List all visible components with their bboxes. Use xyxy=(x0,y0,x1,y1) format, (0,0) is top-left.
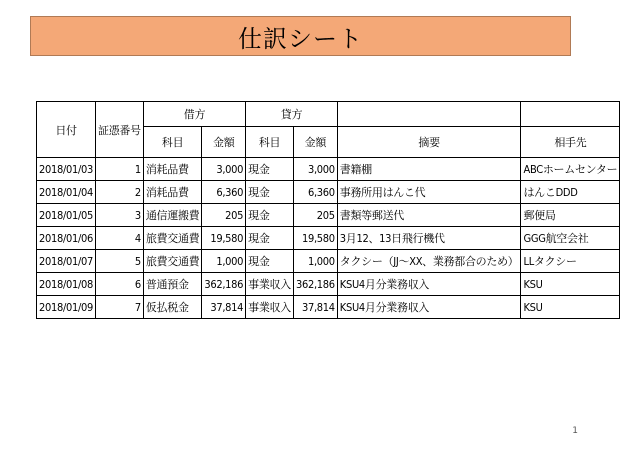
cell-voucher-number: 4 xyxy=(96,227,144,250)
cell-debit-amount: 362,186 xyxy=(202,273,246,296)
cell-credit-amount: 19,580 xyxy=(293,227,337,250)
cell-debit-account: 旅費交通費 xyxy=(143,227,202,250)
header-debit-account: 科目 xyxy=(143,127,202,158)
cell-credit-amount: 37,814 xyxy=(293,296,337,319)
header-summary: 摘要 xyxy=(337,127,521,158)
cell-date: 2018/01/08 xyxy=(37,273,96,296)
cell-summary: 書籍棚 xyxy=(337,158,521,181)
cell-credit-account: 現金 xyxy=(246,250,294,273)
cell-credit-account: 現金 xyxy=(246,227,294,250)
cell-voucher-number: 3 xyxy=(96,204,144,227)
table-row xyxy=(37,227,620,250)
cell-date: 2018/01/05 xyxy=(37,204,96,227)
cell-counterparty: ABCホームセンター xyxy=(521,158,620,181)
header-credit-account: 科目 xyxy=(246,127,294,158)
cell-summary: KSU4月分業務収入 xyxy=(337,296,521,319)
cell-date: 2018/01/03 xyxy=(37,158,96,181)
cell-credit-account: 事業収入 xyxy=(246,296,294,319)
cell-counterparty: KSU xyxy=(521,296,620,319)
cell-debit-amount: 3,000 xyxy=(202,158,246,181)
cell-counterparty: LLタクシー xyxy=(521,250,620,273)
cell-debit-amount: 19,580 xyxy=(202,227,246,250)
cell-credit-account: 現金 xyxy=(246,181,294,204)
cell-credit-amount: 1,000 xyxy=(293,250,337,273)
cell-debit-account: 通信運搬費 xyxy=(143,204,202,227)
header-blank-counterparty xyxy=(521,102,620,127)
cell-credit-amount: 205 xyxy=(293,204,337,227)
cell-counterparty: 郵便局 xyxy=(521,204,620,227)
cell-counterparty: GGG航空会社 xyxy=(521,227,620,250)
cell-voucher-number: 7 xyxy=(96,296,144,319)
header-credit: 貸方 xyxy=(246,102,338,127)
cell-summary: 3月12、13日飛行機代 xyxy=(337,227,521,250)
cell-summary: 書類等郵送代 xyxy=(337,204,521,227)
table-row xyxy=(37,250,620,273)
header-debit: 借方 xyxy=(143,102,245,127)
cell-voucher-number: 6 xyxy=(96,273,144,296)
table-row xyxy=(37,204,620,227)
cell-voucher-number: 5 xyxy=(96,250,144,273)
header-counterparty: 相手先 xyxy=(521,127,620,158)
table-row xyxy=(37,273,620,296)
cell-counterparty: KSU xyxy=(521,273,620,296)
journal-table xyxy=(36,101,620,319)
cell-date: 2018/01/07 xyxy=(37,250,96,273)
cell-debit-account: 普通預金 xyxy=(143,273,202,296)
cell-debit-amount: 37,814 xyxy=(202,296,246,319)
cell-voucher-number: 1 xyxy=(96,158,144,181)
page-number: 1 xyxy=(572,426,578,436)
cell-debit-amount: 205 xyxy=(202,204,246,227)
cell-debit-account: 消耗品費 xyxy=(143,158,202,181)
cell-credit-amount: 362,186 xyxy=(293,273,337,296)
cell-date: 2018/01/04 xyxy=(37,181,96,204)
cell-debit-amount: 1,000 xyxy=(202,250,246,273)
header-voucher-number: 証憑番号 xyxy=(96,102,144,158)
cell-debit-account: 旅費交通費 xyxy=(143,250,202,273)
sheet-title: 仕訳シート xyxy=(238,24,363,53)
cell-debit-account: 消耗品費 xyxy=(143,181,202,204)
header-date: 日付 xyxy=(37,102,96,158)
table-row xyxy=(37,181,620,204)
header-credit-amount: 金額 xyxy=(293,127,337,158)
table-row xyxy=(37,158,620,181)
cell-credit-amount: 6,360 xyxy=(293,181,337,204)
cell-date: 2018/01/09 xyxy=(37,296,96,319)
cell-credit-account: 現金 xyxy=(246,158,294,181)
sheet-title-banner xyxy=(30,16,571,56)
cell-debit-account: 仮払税金 xyxy=(143,296,202,319)
cell-summary: 事務所用はんこ代 xyxy=(337,181,521,204)
cell-summary: タクシー（JJ～XX、業務都合のため） xyxy=(337,250,521,273)
cell-credit-account: 事業収入 xyxy=(246,273,294,296)
cell-credit-account: 現金 xyxy=(246,204,294,227)
cell-credit-amount: 3,000 xyxy=(293,158,337,181)
cell-voucher-number: 2 xyxy=(96,181,144,204)
cell-debit-amount: 6,360 xyxy=(202,181,246,204)
header-blank-summary xyxy=(337,102,521,127)
header-debit-amount: 金額 xyxy=(202,127,246,158)
cell-date: 2018/01/06 xyxy=(37,227,96,250)
table-row xyxy=(37,296,620,319)
cell-summary: KSU4月分業務収入 xyxy=(337,273,521,296)
cell-counterparty: はんこDDD xyxy=(521,181,620,204)
